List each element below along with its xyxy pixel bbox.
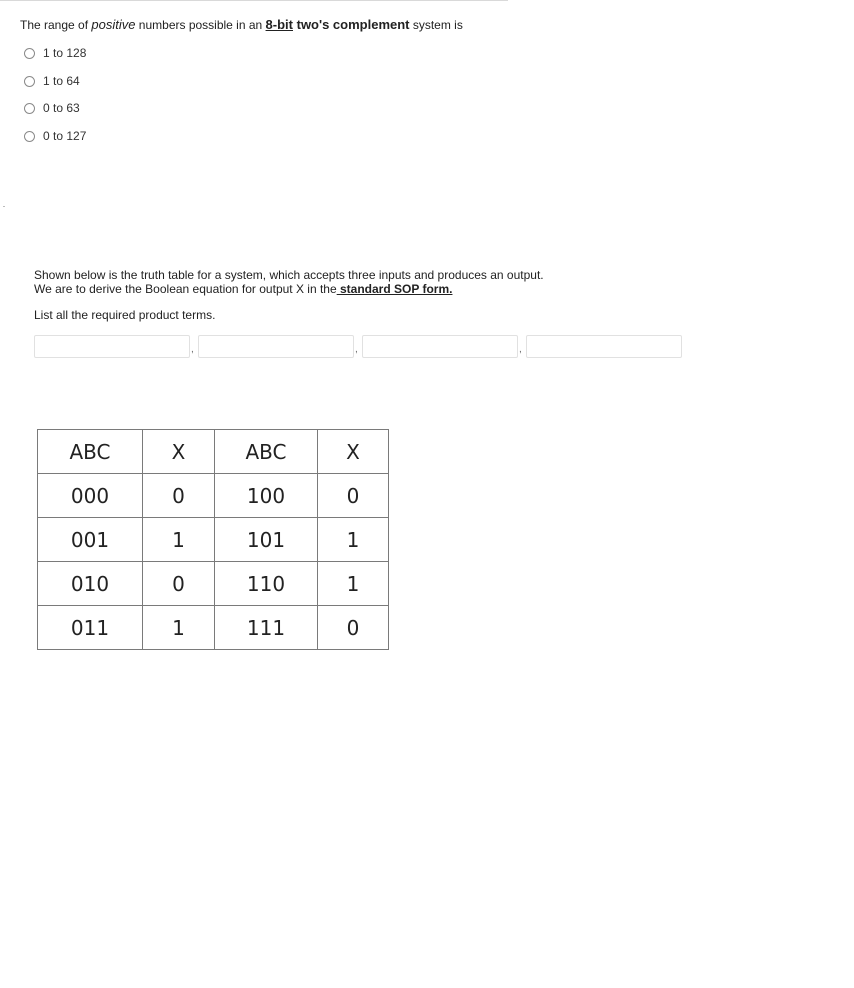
header-cell: ABC	[215, 430, 318, 474]
product-term-input-1[interactable]	[34, 335, 190, 358]
option-4[interactable]	[24, 128, 86, 144]
table-cell: 0	[318, 474, 389, 518]
separator: ,	[519, 344, 522, 355]
table-cell: 111	[215, 606, 318, 650]
table-cell: 0	[143, 562, 215, 606]
table-row	[38, 606, 389, 650]
header-cell: ABC	[38, 430, 143, 474]
table-row	[38, 518, 389, 562]
radio-button-icon[interactable]	[24, 48, 35, 59]
table-row	[38, 562, 389, 606]
radio-button-icon[interactable]	[24, 131, 35, 142]
radio-button-icon[interactable]	[24, 76, 35, 87]
top-divider	[0, 0, 508, 1]
table-cell: 101	[215, 518, 318, 562]
table-cell: 011	[38, 606, 143, 650]
prompt-text-8bit: 8-bit	[265, 17, 293, 32]
truth-table	[37, 429, 389, 650]
table-cell: 1	[318, 562, 389, 606]
separator: ,	[191, 344, 194, 355]
question-2	[34, 268, 734, 322]
product-term-input-3[interactable]	[362, 335, 518, 358]
list-instruction: List all the required product terms.	[34, 308, 216, 322]
table-cell: 1	[143, 606, 215, 650]
table-row	[38, 474, 389, 518]
table-cell: 110	[215, 562, 318, 606]
table-cell: 001	[38, 518, 143, 562]
question-1-prompt	[20, 17, 463, 32]
question-2-line-2-text: We are to derive the Boolean equation for output X in the	[34, 282, 337, 296]
prompt-text-positive: positive	[91, 17, 136, 32]
option-3[interactable]	[24, 100, 80, 116]
option-label: 0 to 127	[43, 129, 87, 143]
table-cell: 0	[318, 606, 389, 650]
table-cell: 100	[215, 474, 318, 518]
table-cell: 0	[143, 474, 215, 518]
table-header-row	[38, 430, 389, 474]
sop-emphasis: standard SOP form.	[336, 282, 453, 296]
radio-button-icon[interactable]	[24, 103, 35, 114]
header-cell: X	[318, 430, 389, 474]
table-cell: 1	[143, 518, 215, 562]
table-cell: 010	[38, 562, 143, 606]
header-cell: X	[143, 430, 215, 474]
option-label: 1 to 128	[43, 46, 87, 60]
table-cell: 000	[38, 474, 143, 518]
question-2-line-1: Shown below is the truth table for a system, which accepts three inputs and produces an output.	[34, 268, 544, 282]
prompt-text-6: system is	[409, 18, 463, 32]
question-1	[20, 17, 463, 143]
product-term-input-2[interactable]	[198, 335, 354, 358]
prompt-text-1: The range of	[20, 18, 92, 32]
prompt-text-3: numbers possible in an	[135, 18, 266, 32]
option-label: 0 to 63	[43, 101, 80, 115]
question-2-line-2	[34, 282, 734, 296]
option-1[interactable]	[24, 45, 86, 61]
table-cell: 1	[318, 518, 389, 562]
prompt-text-twos-complement: two's complement	[293, 17, 410, 32]
option-2[interactable]	[24, 73, 80, 89]
side-tick-mark	[3, 206, 5, 207]
option-label: 1 to 64	[43, 74, 80, 88]
separator: ,	[355, 344, 358, 355]
product-term-input-4[interactable]	[526, 335, 682, 358]
